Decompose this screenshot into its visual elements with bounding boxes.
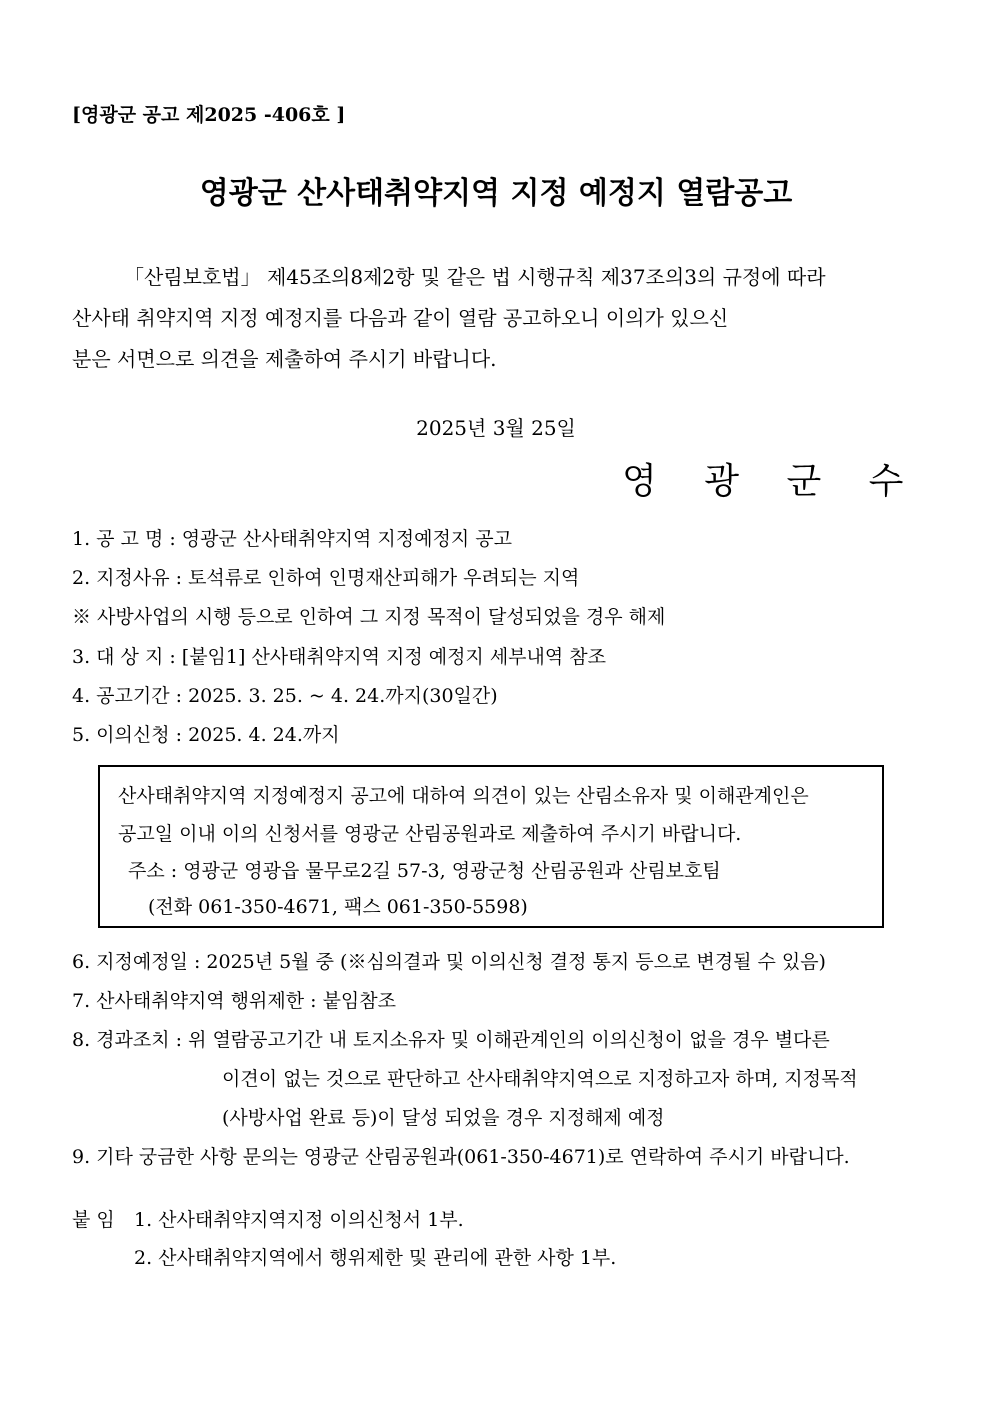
- intro-line: 분은 서면으로 의견을 제출하여 주시기 바랍니다.: [72, 347, 497, 371]
- box-contact: (전화 061-350-4671, 팩스 061-350-5598): [148, 896, 528, 918]
- signer: 영 광 군 수: [622, 461, 922, 502]
- item-1: 1. 공 고 명 : 영광군 산사태취약지역 지정예정지 공고: [72, 528, 512, 550]
- item-3: 3. 대 상 지 : [붙임1] 산사태취약지역 지정 예정지 세부내역 참조: [72, 646, 606, 668]
- attachment-1: 1. 산사태취약지역지정 이의신청서 1부.: [134, 1209, 464, 1231]
- box-line: 공고일 이내 이의 신청서를 영광군 산림공원과로 제출하여 주시기 바랍니다.: [118, 823, 742, 845]
- notice-date: 2025년 3월 25일: [416, 416, 576, 440]
- intro-line: 「산림보호법」 제45조의8제2항 및 같은 법 시행규칙 제37조의3의 규정에 따라: [124, 265, 826, 289]
- item-4: 4. 공고기간 : 2025. 3. 25. ~ 4. 24.까지(30일간): [72, 685, 498, 707]
- box-line: 산사태취약지역 지정예정지 공고에 대하여 의견이 있는 산림소유자 및 이해관계인은: [118, 785, 809, 807]
- objection-info-box: [98, 765, 884, 928]
- item-2: 2. 지정사유 : 토석류로 인하여 인명재산피해가 우려되는 지역: [72, 567, 580, 589]
- item-8-cont: (사방사업 완료 등)이 달성 되었을 경우 지정해제 예정: [222, 1107, 665, 1129]
- item-8: 8. 경과조치 : 위 열람공고기간 내 토지소유자 및 이해관계인의 이의신청이 없을 경우 별다른: [72, 1029, 830, 1051]
- item-9: 9. 기타 궁금한 사항 문의는 영광군 산림공원과(061-350-4671)로 연락하여 주시기 바랍니다.: [72, 1146, 850, 1168]
- intro-paragraph: [72, 257, 920, 380]
- item-note: ※ 사방사업의 시행 등으로 인하여 그 지정 목적이 달성되었을 경우 해제: [72, 606, 666, 628]
- page-title: 영광군 산사태취약지역 지정 예정지 열람공고: [199, 176, 793, 211]
- notice-number: [영광군 공고 제2025 -406호 ]: [72, 104, 346, 126]
- item-5: 5. 이의신청 : 2025. 4. 24.까지: [72, 724, 340, 746]
- attachment-2: 2. 산사태취약지역에서 행위제한 및 관리에 관한 사항 1부.: [134, 1247, 617, 1269]
- intro-line: 산사태 취약지역 지정 예정지를 다음과 같이 열람 공고하오니 이의가 있으신: [72, 306, 729, 330]
- item-6: 6. 지정예정일 : 2025년 5월 중 (※심의결과 및 이의신청 결정 통지 등으로 변경될 수 있음): [72, 951, 826, 973]
- item-7: 7. 산사태취약지역 행위제한 : 붙임참조: [72, 990, 396, 1012]
- item-8-cont: 이견이 없는 것으로 판단하고 산사태취약지역으로 지정하고자 하며, 지정목적: [222, 1068, 858, 1090]
- box-address: 주소 : 영광군 영광읍 물무로2길 57-3, 영광군청 산림공원과 산림보호팀: [128, 860, 721, 882]
- attachments-label: 붙 임: [72, 1209, 115, 1231]
